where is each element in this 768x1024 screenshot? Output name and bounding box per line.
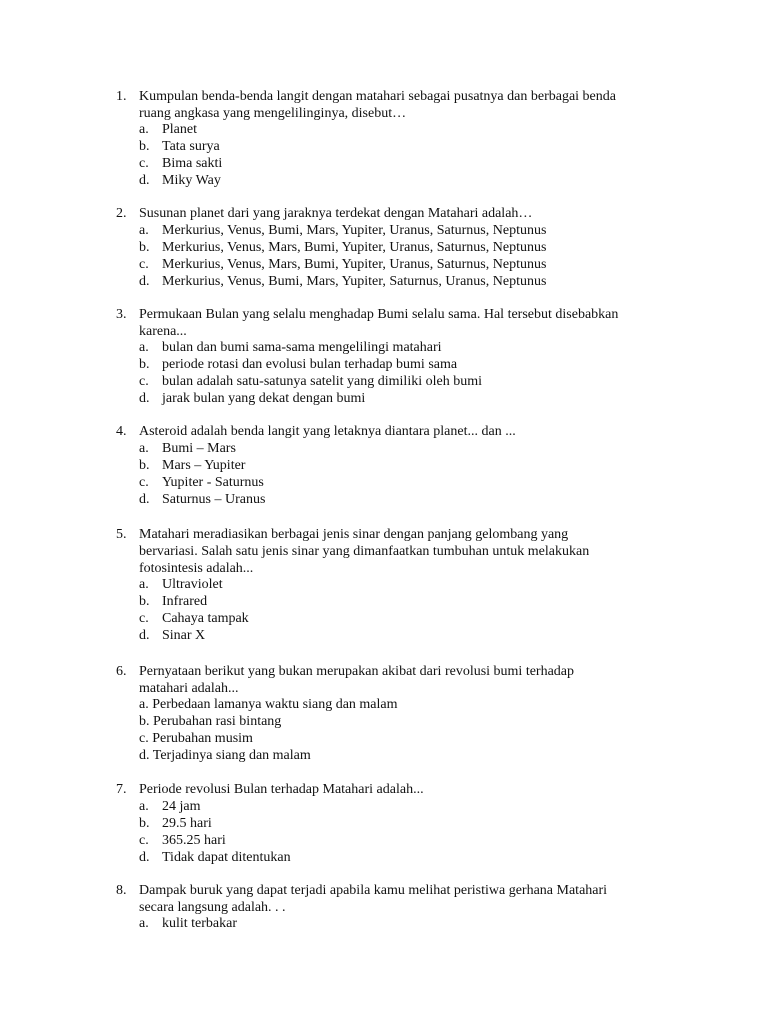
question-number: 1. [116, 89, 127, 104]
question-number: 3. [116, 307, 127, 322]
option-text: Ultraviolet [162, 577, 223, 592]
question-text: Susunan planet dari yang jaraknya terdekat dengan Matahari adalah… [139, 206, 533, 221]
option-letter: d. [139, 391, 150, 406]
option-letter: a. [139, 916, 149, 931]
option-letter: c. [139, 374, 149, 389]
option-text: c. Perubahan musim [139, 731, 253, 746]
question-text: Pernyataan berikut yang bukan merupakan akibat dari revolusi bumi terhadap [139, 664, 575, 679]
option-text: Merkurius, Venus, Mars, Bumi, Yupiter, Uranus, Saturnus, Neptunus [162, 257, 547, 272]
option-text: Merkurius, Venus, Bumi, Mars, Yupiter, Saturnus, Uranus, Neptunus [162, 274, 547, 289]
question-number: 5. [116, 527, 127, 542]
question-text: matahari adalah... [139, 681, 239, 696]
option-text: Mars – Yupiter [162, 458, 246, 473]
option-text: kulit terbakar [162, 916, 238, 931]
option-text: 29.5 hari [162, 816, 212, 831]
option-text: Miky Way [162, 173, 221, 188]
option-text: 24 jam [162, 799, 201, 814]
question-text: Dampak buruk yang dapat terjadi apabila kamu melihat peristiwa gerhana Matahari [139, 883, 608, 898]
option-letter: a. [139, 122, 149, 137]
option-text: d. Terjadinya siang dan malam [139, 748, 311, 763]
option-letter: c. [139, 833, 149, 848]
option-letter: d. [139, 492, 150, 507]
option-text: Bumi – Mars [162, 441, 236, 456]
option-text: Yupiter - Saturnus [162, 475, 264, 490]
option-letter: c. [139, 257, 149, 272]
option-letter: c. [139, 475, 149, 490]
option-letter: b. [139, 458, 150, 473]
option-text: Tata surya [162, 139, 220, 154]
question-number: 7. [116, 782, 127, 797]
question-text: Matahari meradiasikan berbagai jenis sinar dengan panjang gelombang yang [139, 527, 569, 542]
option-text: Tidak dapat ditentukan [162, 850, 291, 865]
option-text: bulan dan bumi sama-sama mengelilingi matahari [162, 340, 442, 355]
option-text: Merkurius, Venus, Mars, Bumi, Yupiter, Uranus, Saturnus, Neptunus [162, 240, 547, 255]
option-text: Sinar X [162, 628, 206, 643]
option-text: 365.25 hari [162, 833, 226, 848]
option-letter: d. [139, 850, 150, 865]
option-letter: a. [139, 799, 149, 814]
question-number: 6. [116, 664, 127, 679]
question-text: fotosintesis adalah... [139, 561, 254, 576]
question-text: Permukaan Bulan yang selalu menghadap Bumi selalu sama. Hal tersebut disebabkan [139, 307, 619, 322]
option-letter: a. [139, 340, 149, 355]
option-text: Infrared [162, 594, 208, 609]
option-letter: a. [139, 441, 149, 456]
option-letter: b. [139, 816, 150, 831]
question-text: ruang angkasa yang mengelilinginya, disebut… [139, 106, 407, 121]
option-text: jarak bulan yang dekat dengan bumi [162, 391, 366, 406]
option-letter: a. [139, 223, 149, 238]
option-text: Saturnus – Uranus [162, 492, 266, 507]
question-text: Asteroid adalah benda langit yang letaknya diantara planet... dan ... [139, 424, 516, 439]
option-text: Bima sakti [162, 156, 223, 171]
option-letter: d. [139, 274, 150, 289]
question-text: Periode revolusi Bulan terhadap Matahari adalah... [139, 782, 424, 797]
option-letter: a. [139, 577, 149, 592]
option-letter: c. [139, 156, 149, 171]
question-text: bervariasi. Salah satu jenis sinar yang dimanfaatkan tumbuhan untuk melakukan [139, 544, 590, 559]
option-text: Merkurius, Venus, Bumi, Mars, Yupiter, Uranus, Saturnus, Neptunus [162, 223, 547, 238]
question-text: karena... [139, 324, 187, 339]
option-text: b. Perubahan rasi bintang [139, 714, 282, 729]
option-text: Cahaya tampak [162, 611, 249, 626]
question-number: 2. [116, 206, 127, 221]
question-text: secara langsung adalah. . . [139, 900, 286, 915]
option-letter: b. [139, 240, 150, 255]
question-number: 8. [116, 883, 127, 898]
option-text: periode rotasi dan evolusi bulan terhadap bumi sama [162, 357, 458, 372]
option-letter: d. [139, 173, 150, 188]
question-text: Kumpulan benda-benda langit dengan matahari sebagai pusatnya dan berbagai benda [139, 89, 616, 104]
option-letter: d. [139, 628, 150, 643]
option-letter: c. [139, 611, 149, 626]
option-text: bulan adalah satu-satunya satelit yang dimiliki oleh bumi [162, 374, 482, 389]
option-letter: b. [139, 357, 150, 372]
option-text: Planet [162, 122, 197, 137]
option-letter: b. [139, 594, 150, 609]
question-number: 4. [116, 424, 127, 439]
option-text: a. Perbedaan lamanya waktu siang dan malam [139, 697, 398, 712]
option-letter: b. [139, 139, 150, 154]
